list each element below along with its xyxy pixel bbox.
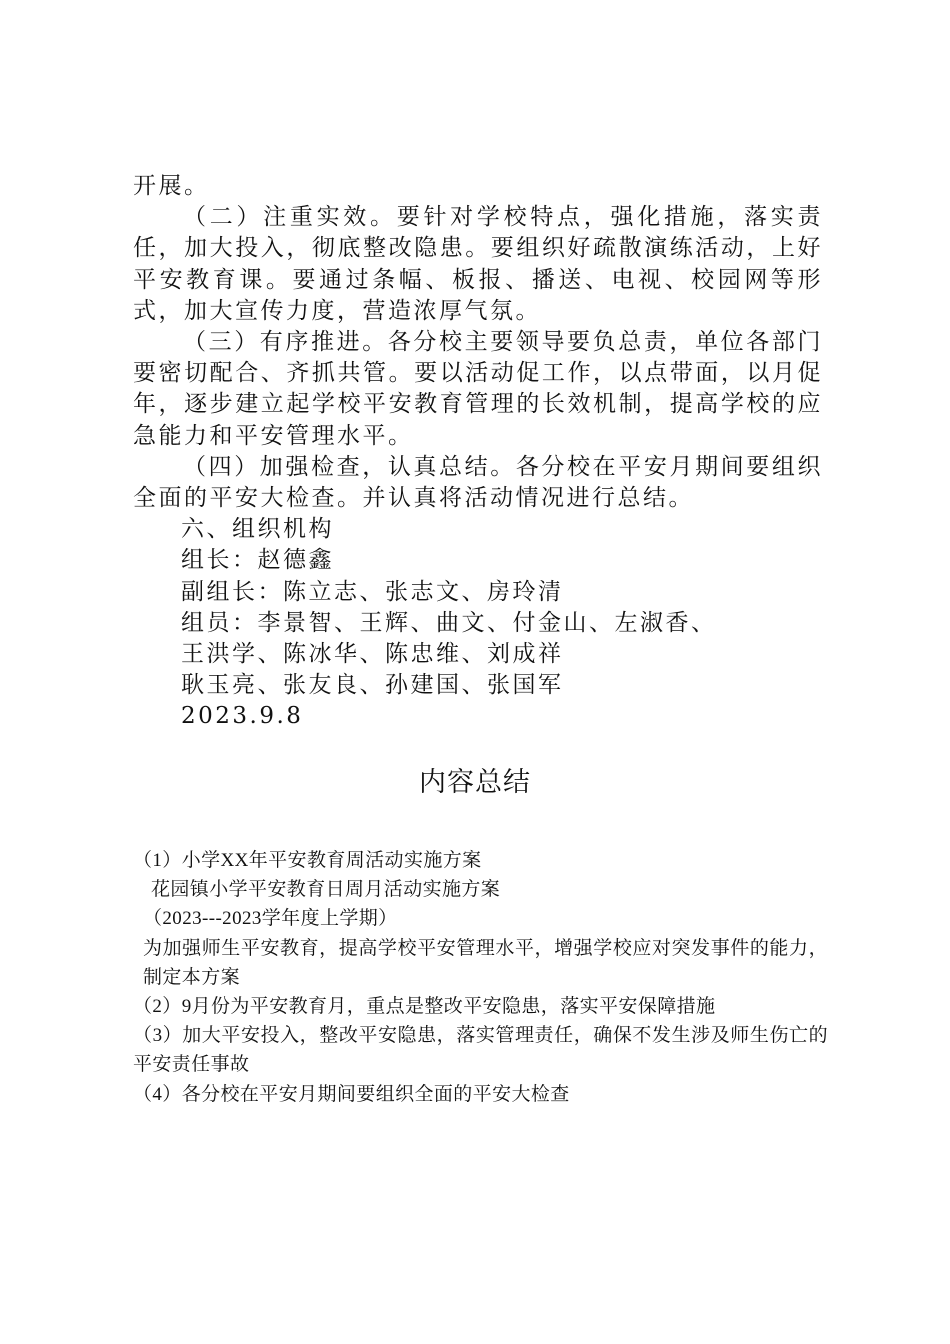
paragraph-section-3: （三）有序推进。各分校主要领导要负总责，单位各部门要密切配合、齐抓共管。要以活动促工作，以点带面，以月促年，逐步建立起学校平安教育管理的长效机制，提高学校的应急能力和平安管理水平。 [133, 329, 823, 449]
summary-item: （4）各分校在平安月期间要组织全面的平安大检查 [133, 1083, 570, 1105]
paragraph-section-4: （四）加强检查，认真总结。各分校在平安月期间要组织全面的平安大检查。并认真将活动情况进行总结。 [133, 453, 823, 512]
document-date: 2023.9.8 [181, 703, 304, 730]
organization-leader: 组长：赵德鑫 [181, 547, 334, 574]
summary-item: 为加强师生平安教育，提高学校平安管理水平，增强学校应对突发事件的能力，制定本方案 [143, 937, 828, 988]
document-body [133, 171, 823, 733]
organization-deputy: 副组长：陈立志、张志文、房玲清 [181, 578, 564, 605]
summary-item: （3）加大平安投入，整改平安隐患，落实管理责任，确保不发生涉及师生伤亡的平安责任事故 [133, 1025, 828, 1076]
summary-item: （2）9月份为平安教育月，重点是整改平安隐患，落实平安保障措施 [133, 996, 716, 1018]
paragraph-section-2: （二）注重实效。要针对学校特点，强化措施，落实责任，加大投入，彻底整改隐患。要组织好疏散演练活动，上好平安教育课。要通过条幅、板报、播送、电视、校园网等形式，加大宣传力度，营造浓厚气氛。 [133, 204, 823, 324]
summary-item: 花园镇小学平安教育日周月活动实施方案 [151, 879, 501, 901]
organization-members-line-3: 耿玉亮、张友良、孙建国、张国军 [181, 672, 564, 699]
summary-item: （2023---2023学年度上学期） [143, 908, 398, 930]
summary-list [133, 846, 828, 1109]
paragraph-continuation: 开展。 [133, 173, 210, 199]
summary-title: 内容总结 [419, 767, 531, 798]
organization-members-line-1: 组员：李景智、王辉、曲文、付金山、左淑香、 [181, 609, 717, 636]
organization-members-line-2: 王洪学、陈冰华、陈忠维、刘成祥 [181, 641, 564, 668]
summary-item: （1）小学XX年平安教育周活动实施方案 [133, 850, 482, 871]
organization-heading: 六、组织机构 [181, 516, 334, 543]
